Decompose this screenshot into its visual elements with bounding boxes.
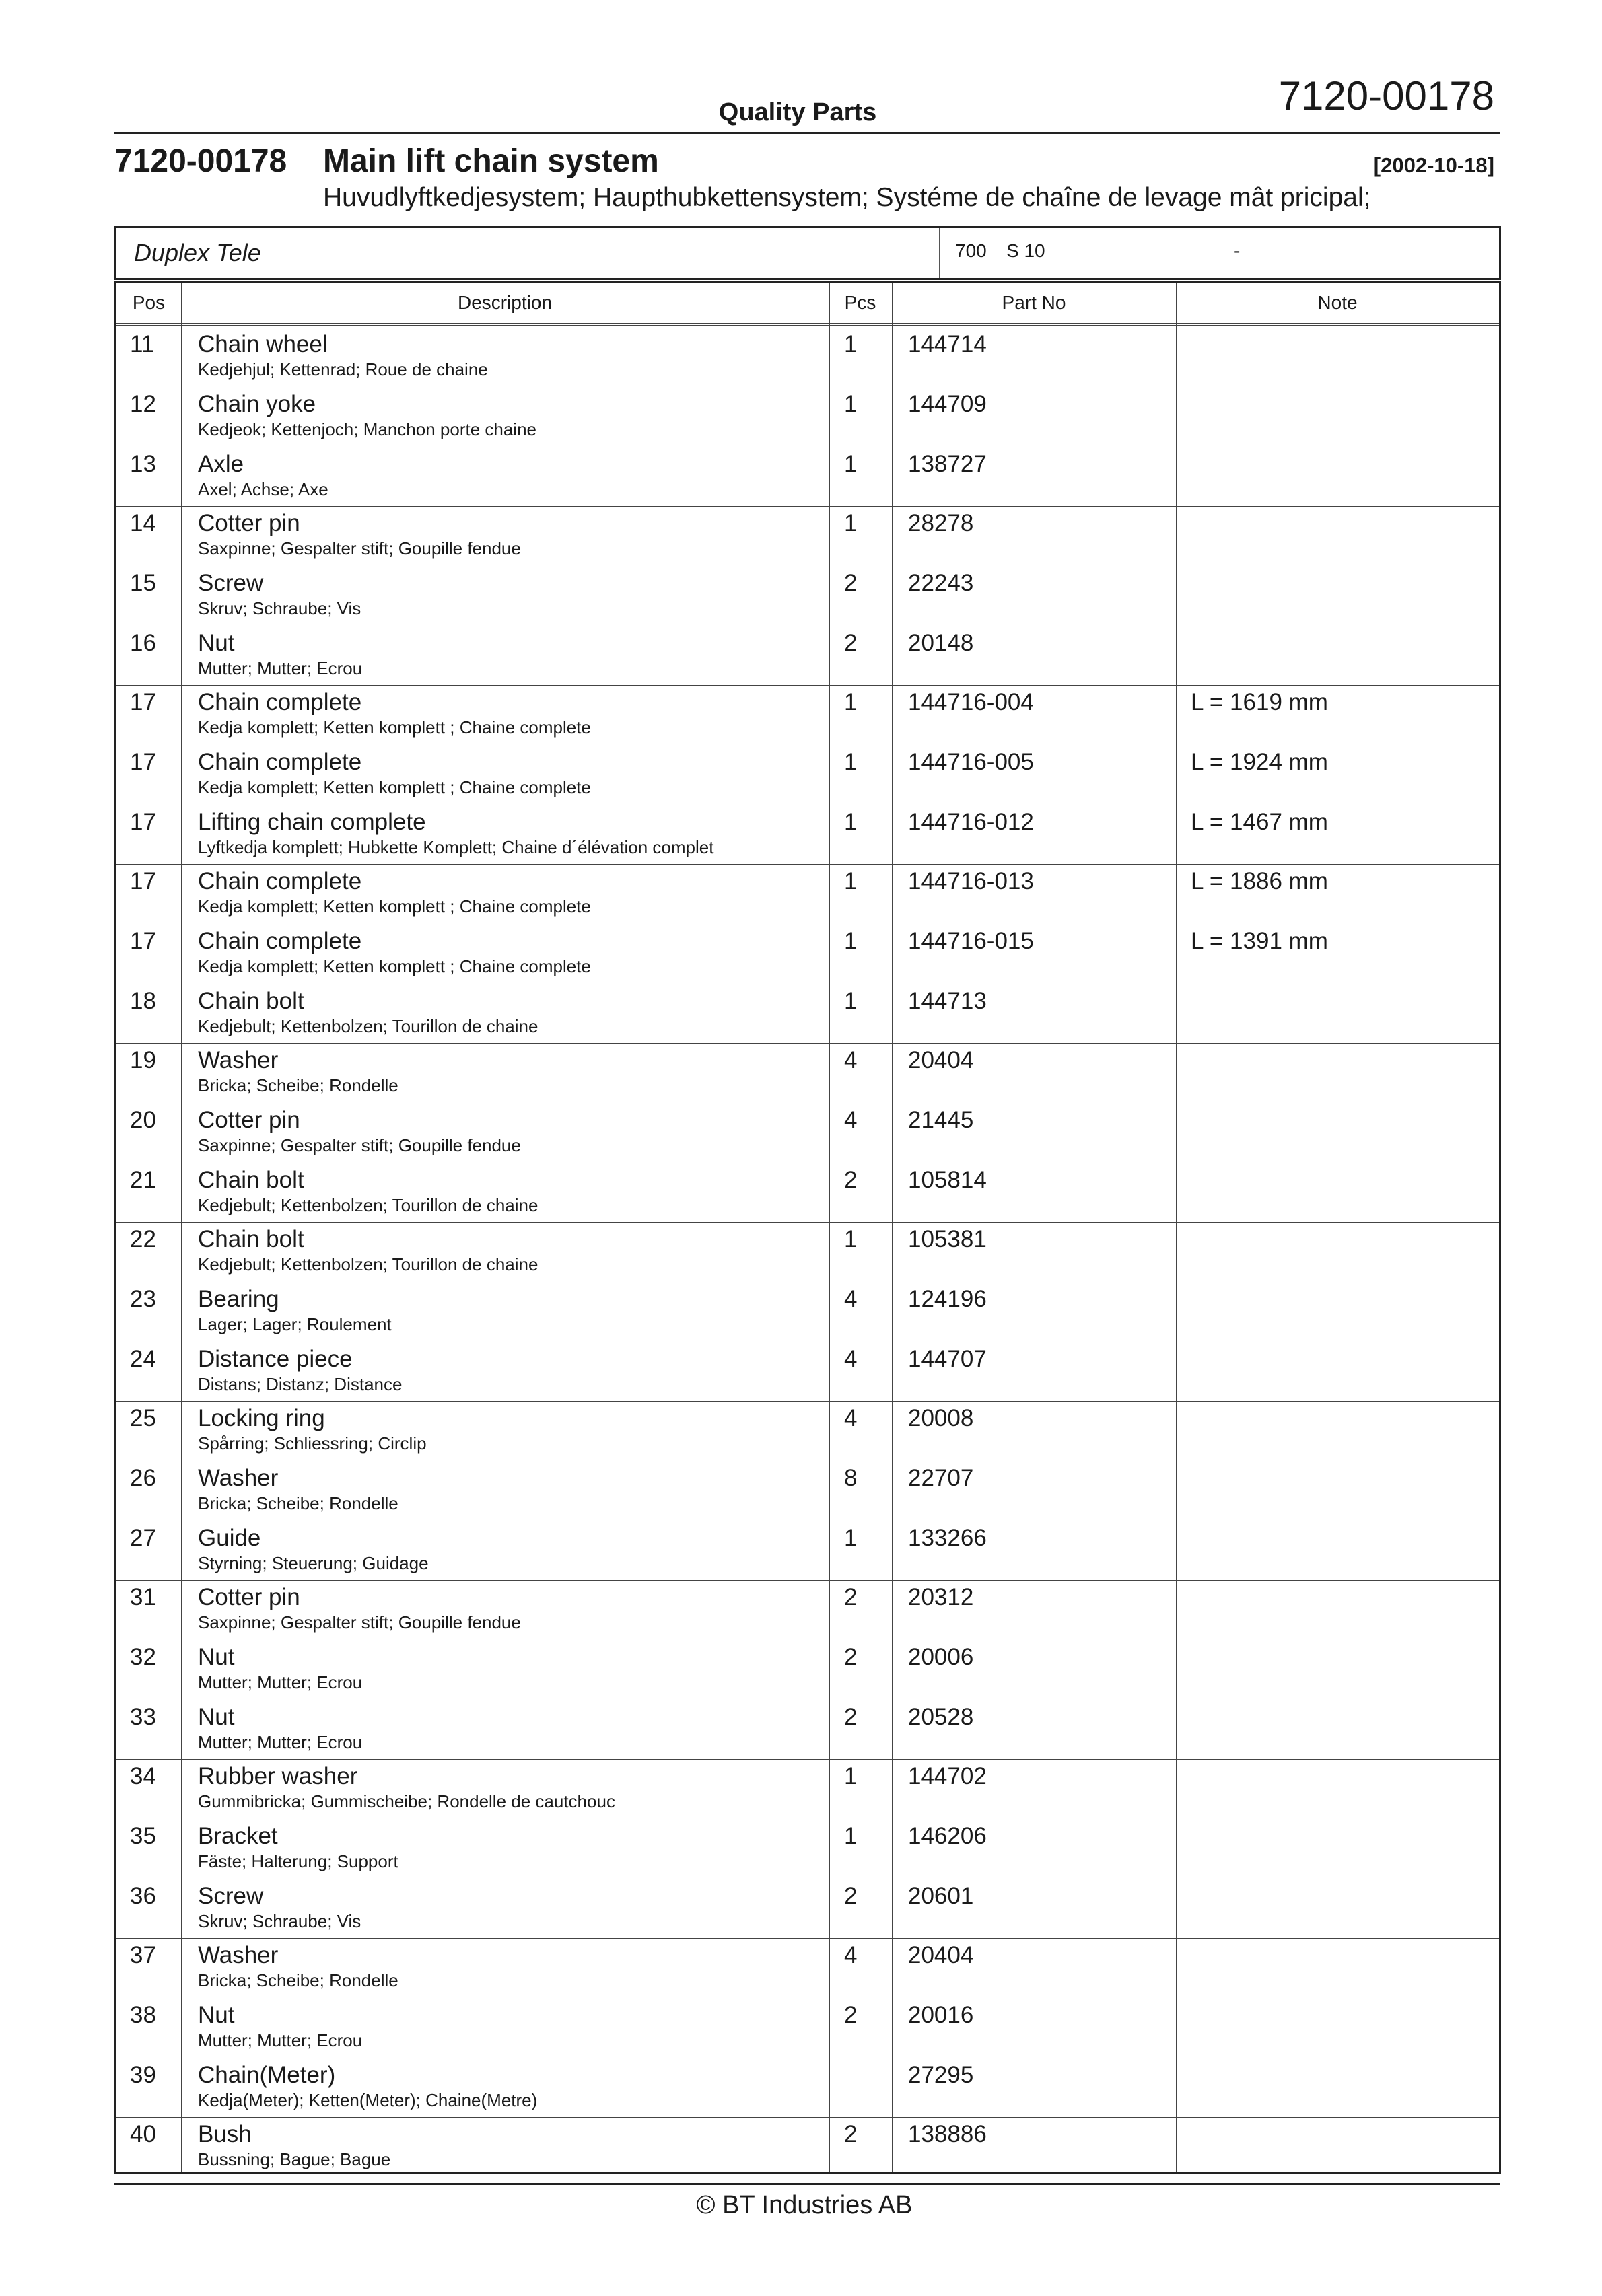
model-box (114, 226, 1501, 280)
row-note: L = 1391 mm (1191, 928, 1328, 954)
header-part-no: Part No (1002, 292, 1066, 313)
row-pcs: 1 (844, 1226, 858, 1252)
row-description: Nut (198, 1644, 235, 1670)
table-row (116, 1043, 1499, 1103)
row-translations: Bricka; Scheibe; Rondelle (198, 1075, 398, 1096)
row-pcs: 1 (844, 1823, 858, 1849)
row-part-no: 20404 (908, 1942, 974, 1968)
table-row (116, 387, 1499, 447)
table-row (116, 685, 1499, 745)
row-part-no: 105814 (908, 1167, 987, 1193)
table-row (116, 1580, 1499, 1640)
model-name: Duplex Tele (134, 239, 261, 266)
row-pos: 21 (130, 1167, 156, 1193)
row-translations: Fäste; Halterung; Support (198, 1851, 398, 1871)
row-translations: Kedjehjul; Kettenrad; Roue de chaine (198, 359, 488, 380)
table-row (116, 1998, 1499, 2058)
row-translations: Styrning; Steuerung; Guidage (198, 1553, 429, 1573)
row-translations: Saxpinne; Gespalter stift; Goupille fendue (198, 1135, 521, 1155)
row-pos: 16 (130, 630, 156, 656)
row-description: Bracket (198, 1823, 278, 1849)
table-row (116, 805, 1499, 865)
row-description: Bush (198, 2121, 252, 2147)
row-part-no: 22707 (908, 1465, 974, 1491)
row-part-no: 20404 (908, 1047, 974, 1073)
table-row-group (116, 864, 1499, 1044)
row-pos: 36 (130, 1883, 156, 1909)
row-pcs: 1 (844, 988, 858, 1014)
table-row-group (116, 1938, 1499, 2118)
row-part-no: 146206 (908, 1823, 987, 1849)
row-pcs: 4 (844, 1346, 858, 1372)
row-note: L = 1619 mm (1191, 689, 1328, 715)
row-pos: 15 (130, 570, 156, 596)
row-pcs: 1 (844, 809, 858, 835)
row-pos: 37 (130, 1942, 156, 1968)
page-title: Main lift chain system (323, 143, 659, 179)
row-translations: Kedjeok; Kettenjoch; Manchon porte chaine (198, 419, 537, 439)
row-pos: 11 (130, 331, 155, 357)
row-pcs: 1 (844, 1763, 858, 1789)
title-subtitle: Huvudlyftkedjesystem; Haupthubkettensystem; Systéme de chaîne de levage mât pricipal; (323, 183, 1371, 212)
row-description: Cotter pin (198, 1584, 300, 1610)
row-translations: Mutter; Mutter; Ecrou (198, 658, 363, 678)
row-description: Cotter pin (198, 1107, 300, 1133)
row-pcs: 4 (844, 1286, 858, 1312)
row-description: Nut (198, 2002, 235, 2028)
header-pcs: Pcs (844, 292, 876, 313)
row-pos: 17 (130, 928, 156, 954)
row-description: Chain yoke (198, 391, 316, 417)
header-rule (116, 325, 1499, 326)
header-pos: Pos (132, 292, 166, 313)
header-description: Description (457, 292, 553, 313)
table-row (116, 1759, 1499, 1819)
row-part-no: 144707 (908, 1346, 987, 1372)
row-translations: Mutter; Mutter; Ecrou (198, 1732, 363, 1752)
table-row (116, 1282, 1499, 1342)
row-pos: 17 (130, 809, 156, 835)
table-row (116, 1222, 1499, 1282)
table-row-group (116, 1580, 1499, 1760)
row-part-no: 20601 (908, 1883, 974, 1909)
table-row-group (116, 506, 1499, 686)
row-pcs: 2 (844, 1883, 858, 1909)
table-row (116, 924, 1499, 984)
row-description: Guide (198, 1525, 261, 1551)
row-description: Cotter pin (198, 510, 300, 536)
row-description: Distance piece (198, 1346, 353, 1372)
row-pcs: 4 (844, 1942, 858, 1968)
row-part-no: 20016 (908, 2002, 974, 2028)
table-row (116, 506, 1499, 566)
row-pos: 34 (130, 1763, 156, 1789)
header-rule (114, 132, 1500, 134)
row-translations: Bussning; Bague; Bague (198, 2149, 391, 2169)
table-row (116, 1938, 1499, 1998)
table-row-group (116, 1401, 1499, 1581)
row-part-no: 138886 (908, 2121, 987, 2147)
row-pcs: 2 (844, 2002, 858, 2028)
row-part-no: 22243 (908, 570, 974, 596)
row-pos: 32 (130, 1644, 156, 1670)
row-part-no: 21445 (908, 1107, 974, 1133)
table-row (116, 745, 1499, 805)
table-row (116, 1461, 1499, 1521)
header-note: Note (1317, 292, 1358, 313)
table-row (116, 1521, 1499, 1581)
row-translations: Kedja(Meter); Ketten(Meter); Chaine(Metre) (198, 2090, 538, 2110)
row-description: Nut (198, 1704, 235, 1730)
header-brand-title: Quality Parts (718, 98, 877, 127)
row-pcs: 2 (844, 1704, 858, 1730)
row-pos: 26 (130, 1465, 156, 1491)
table-row (116, 1879, 1499, 1939)
table-row (116, 984, 1499, 1044)
row-pos: 31 (130, 1584, 156, 1610)
row-pcs: 2 (844, 630, 858, 656)
row-pcs: 1 (844, 749, 858, 775)
row-translations: Kedjebult; Kettenbolzen; Tourillon de chaine (198, 1254, 538, 1275)
row-pcs: 2 (844, 1644, 858, 1670)
row-pos: 17 (130, 689, 156, 715)
row-pcs: 1 (844, 689, 858, 715)
table-row (116, 1700, 1499, 1760)
row-part-no: 20008 (908, 1405, 974, 1431)
row-pos: 17 (130, 749, 156, 775)
row-pos: 40 (130, 2121, 156, 2147)
header-doc-number: 7120-00178 (1278, 73, 1494, 118)
row-pcs: 2 (844, 2121, 858, 2147)
row-translations: Distans; Distanz; Distance (198, 1374, 403, 1394)
row-description: Chain wheel (198, 331, 328, 357)
row-description: Chain complete (198, 868, 362, 894)
row-translations: Skruv; Schraube; Vis (198, 598, 361, 618)
row-part-no: 28278 (908, 510, 974, 536)
row-translations: Skruv; Schraube; Vis (198, 1911, 361, 1931)
table-row (116, 1103, 1499, 1163)
row-pcs: 1 (844, 451, 858, 477)
row-part-no: 20312 (908, 1584, 974, 1610)
table-row (116, 327, 1499, 387)
row-part-no: 133266 (908, 1525, 987, 1551)
row-description: Rubber washer (198, 1763, 358, 1789)
row-pos: 33 (130, 1704, 156, 1730)
row-description: Chain bolt (198, 1226, 304, 1252)
row-pos: 27 (130, 1525, 156, 1551)
row-pcs: 8 (844, 1465, 858, 1491)
row-part-no: 144702 (908, 1763, 987, 1789)
table-row-group (116, 1043, 1499, 1223)
row-pos: 19 (130, 1047, 156, 1073)
row-part-no: 124196 (908, 1286, 987, 1312)
row-part-no: 144716-005 (908, 749, 1034, 775)
row-translations: Spårring; Schliessring; Circlip (198, 1433, 427, 1454)
row-part-no: 27295 (908, 2062, 974, 2088)
title-date: [2002-10-18] (1373, 153, 1494, 177)
row-translations: Kedjebult; Kettenbolzen; Tourillon de chaine (198, 1016, 538, 1036)
row-pos: 39 (130, 2062, 156, 2088)
row-pcs: 2 (844, 570, 858, 596)
row-description: Chain(Meter) (198, 2062, 336, 2088)
row-part-no: 20006 (908, 1644, 974, 1670)
row-description: Chain complete (198, 689, 362, 715)
footer-rule (114, 2183, 1500, 2185)
row-description: Lifting chain complete (198, 809, 426, 835)
row-description: Nut (198, 630, 235, 656)
row-translations: Kedja komplett; Ketten komplett ; Chaine complete (198, 956, 591, 976)
row-description: Chain bolt (198, 988, 304, 1014)
row-description: Bearing (198, 1286, 279, 1312)
table-row (116, 1819, 1499, 1879)
row-part-no: 20528 (908, 1704, 974, 1730)
row-translations: Lager; Lager; Roulement (198, 1314, 392, 1334)
table-row (116, 447, 1499, 507)
row-translations: Bricka; Scheibe; Rondelle (198, 1970, 398, 1990)
row-pcs: 1 (844, 331, 858, 357)
row-pos: 25 (130, 1405, 156, 1431)
row-description: Washer (198, 1047, 279, 1073)
row-pos: 24 (130, 1346, 156, 1372)
row-pos: 20 (130, 1107, 156, 1133)
row-part-no: 144709 (908, 391, 987, 417)
table-row (116, 2058, 1499, 2118)
footer-copyright: © BT Industries AB (696, 2191, 913, 2219)
table-row-group (116, 327, 1499, 507)
model-extra: - (1234, 240, 1241, 261)
row-description: Locking ring (198, 1405, 325, 1431)
row-pcs: 2 (844, 1584, 858, 1610)
model-code: 700 (955, 240, 987, 261)
row-note: L = 1467 mm (1191, 809, 1328, 835)
row-translations: Gummibricka; Gummischeibe; Rondelle de cautchouc (198, 1791, 615, 1811)
table-row (116, 2117, 1499, 2177)
row-translations: Kedja komplett; Ketten komplett ; Chaine complete (198, 896, 591, 917)
row-pos: 38 (130, 2002, 156, 2028)
model-divider (939, 228, 940, 278)
row-pos: 14 (130, 510, 156, 536)
table-row-group (116, 1759, 1499, 1939)
title-number: 7120-00178 (114, 143, 287, 179)
row-description: Washer (198, 1465, 279, 1491)
table-row (116, 626, 1499, 686)
row-part-no: 144714 (908, 331, 987, 357)
row-translations: Axel; Achse; Axe (198, 479, 328, 499)
row-part-no: 144716-012 (908, 809, 1034, 835)
row-translations: Bricka; Scheibe; Rondelle (198, 1493, 398, 1513)
table-row (116, 566, 1499, 626)
table-row-group (116, 685, 1499, 865)
row-translations: Kedja komplett; Ketten komplett ; Chaine complete (198, 777, 591, 797)
row-part-no: 20148 (908, 630, 974, 656)
row-pos: 22 (130, 1226, 156, 1252)
row-part-no: 138727 (908, 451, 987, 477)
table-row (116, 864, 1499, 924)
row-translations: Lyftkedja komplett; Hubkette Komplett; Chaine d´élévation complet (198, 837, 714, 857)
row-description: Chain complete (198, 928, 362, 954)
row-pcs: 1 (844, 391, 858, 417)
row-part-no: 144713 (908, 988, 987, 1014)
row-pcs: 4 (844, 1405, 858, 1431)
row-pos: 17 (130, 868, 156, 894)
row-pcs: 4 (844, 1047, 858, 1073)
table-row (116, 1163, 1499, 1223)
row-part-no: 144716-004 (908, 689, 1034, 715)
row-translations: Mutter; Mutter; Ecrou (198, 2030, 363, 2050)
row-pos: 18 (130, 988, 156, 1014)
row-pcs: 1 (844, 868, 858, 894)
row-note: L = 1886 mm (1191, 868, 1328, 894)
row-translations: Saxpinne; Gespalter stift; Goupille fendue (198, 1612, 521, 1633)
parts-table (114, 281, 1501, 2174)
row-translations: Mutter; Mutter; Ecrou (198, 1672, 363, 1692)
row-translations: Kedja komplett; Ketten komplett ; Chaine complete (198, 717, 591, 738)
row-description: Axle (198, 451, 244, 477)
row-part-no: 144716-015 (908, 928, 1034, 954)
model-serial: S 10 (1006, 240, 1045, 261)
row-pos: 35 (130, 1823, 156, 1849)
row-pos: 12 (130, 391, 156, 417)
row-description: Chain complete (198, 749, 362, 775)
row-pcs: 2 (844, 1167, 858, 1193)
row-description: Screw (198, 570, 264, 596)
row-pcs: 1 (844, 1525, 858, 1551)
row-note: L = 1924 mm (1191, 749, 1328, 775)
row-translations: Saxpinne; Gespalter stift; Goupille fendue (198, 538, 521, 559)
table-row (116, 1401, 1499, 1461)
row-pcs: 1 (844, 510, 858, 536)
row-translations: Kedjebult; Kettenbolzen; Tourillon de chaine (198, 1195, 538, 1215)
row-description: Chain bolt (198, 1167, 304, 1193)
row-description: Washer (198, 1942, 279, 1968)
row-pcs: 4 (844, 1107, 858, 1133)
row-part-no: 105381 (908, 1226, 987, 1252)
table-row (116, 1640, 1499, 1700)
row-pcs: 1 (844, 928, 858, 954)
table-row (116, 1342, 1499, 1402)
table-header (116, 283, 1499, 324)
row-pos: 13 (130, 451, 156, 477)
row-part-no: 144716-013 (908, 868, 1034, 894)
row-description: Screw (198, 1883, 264, 1909)
table-row-group (116, 1222, 1499, 1402)
row-pos: 23 (130, 1286, 156, 1312)
